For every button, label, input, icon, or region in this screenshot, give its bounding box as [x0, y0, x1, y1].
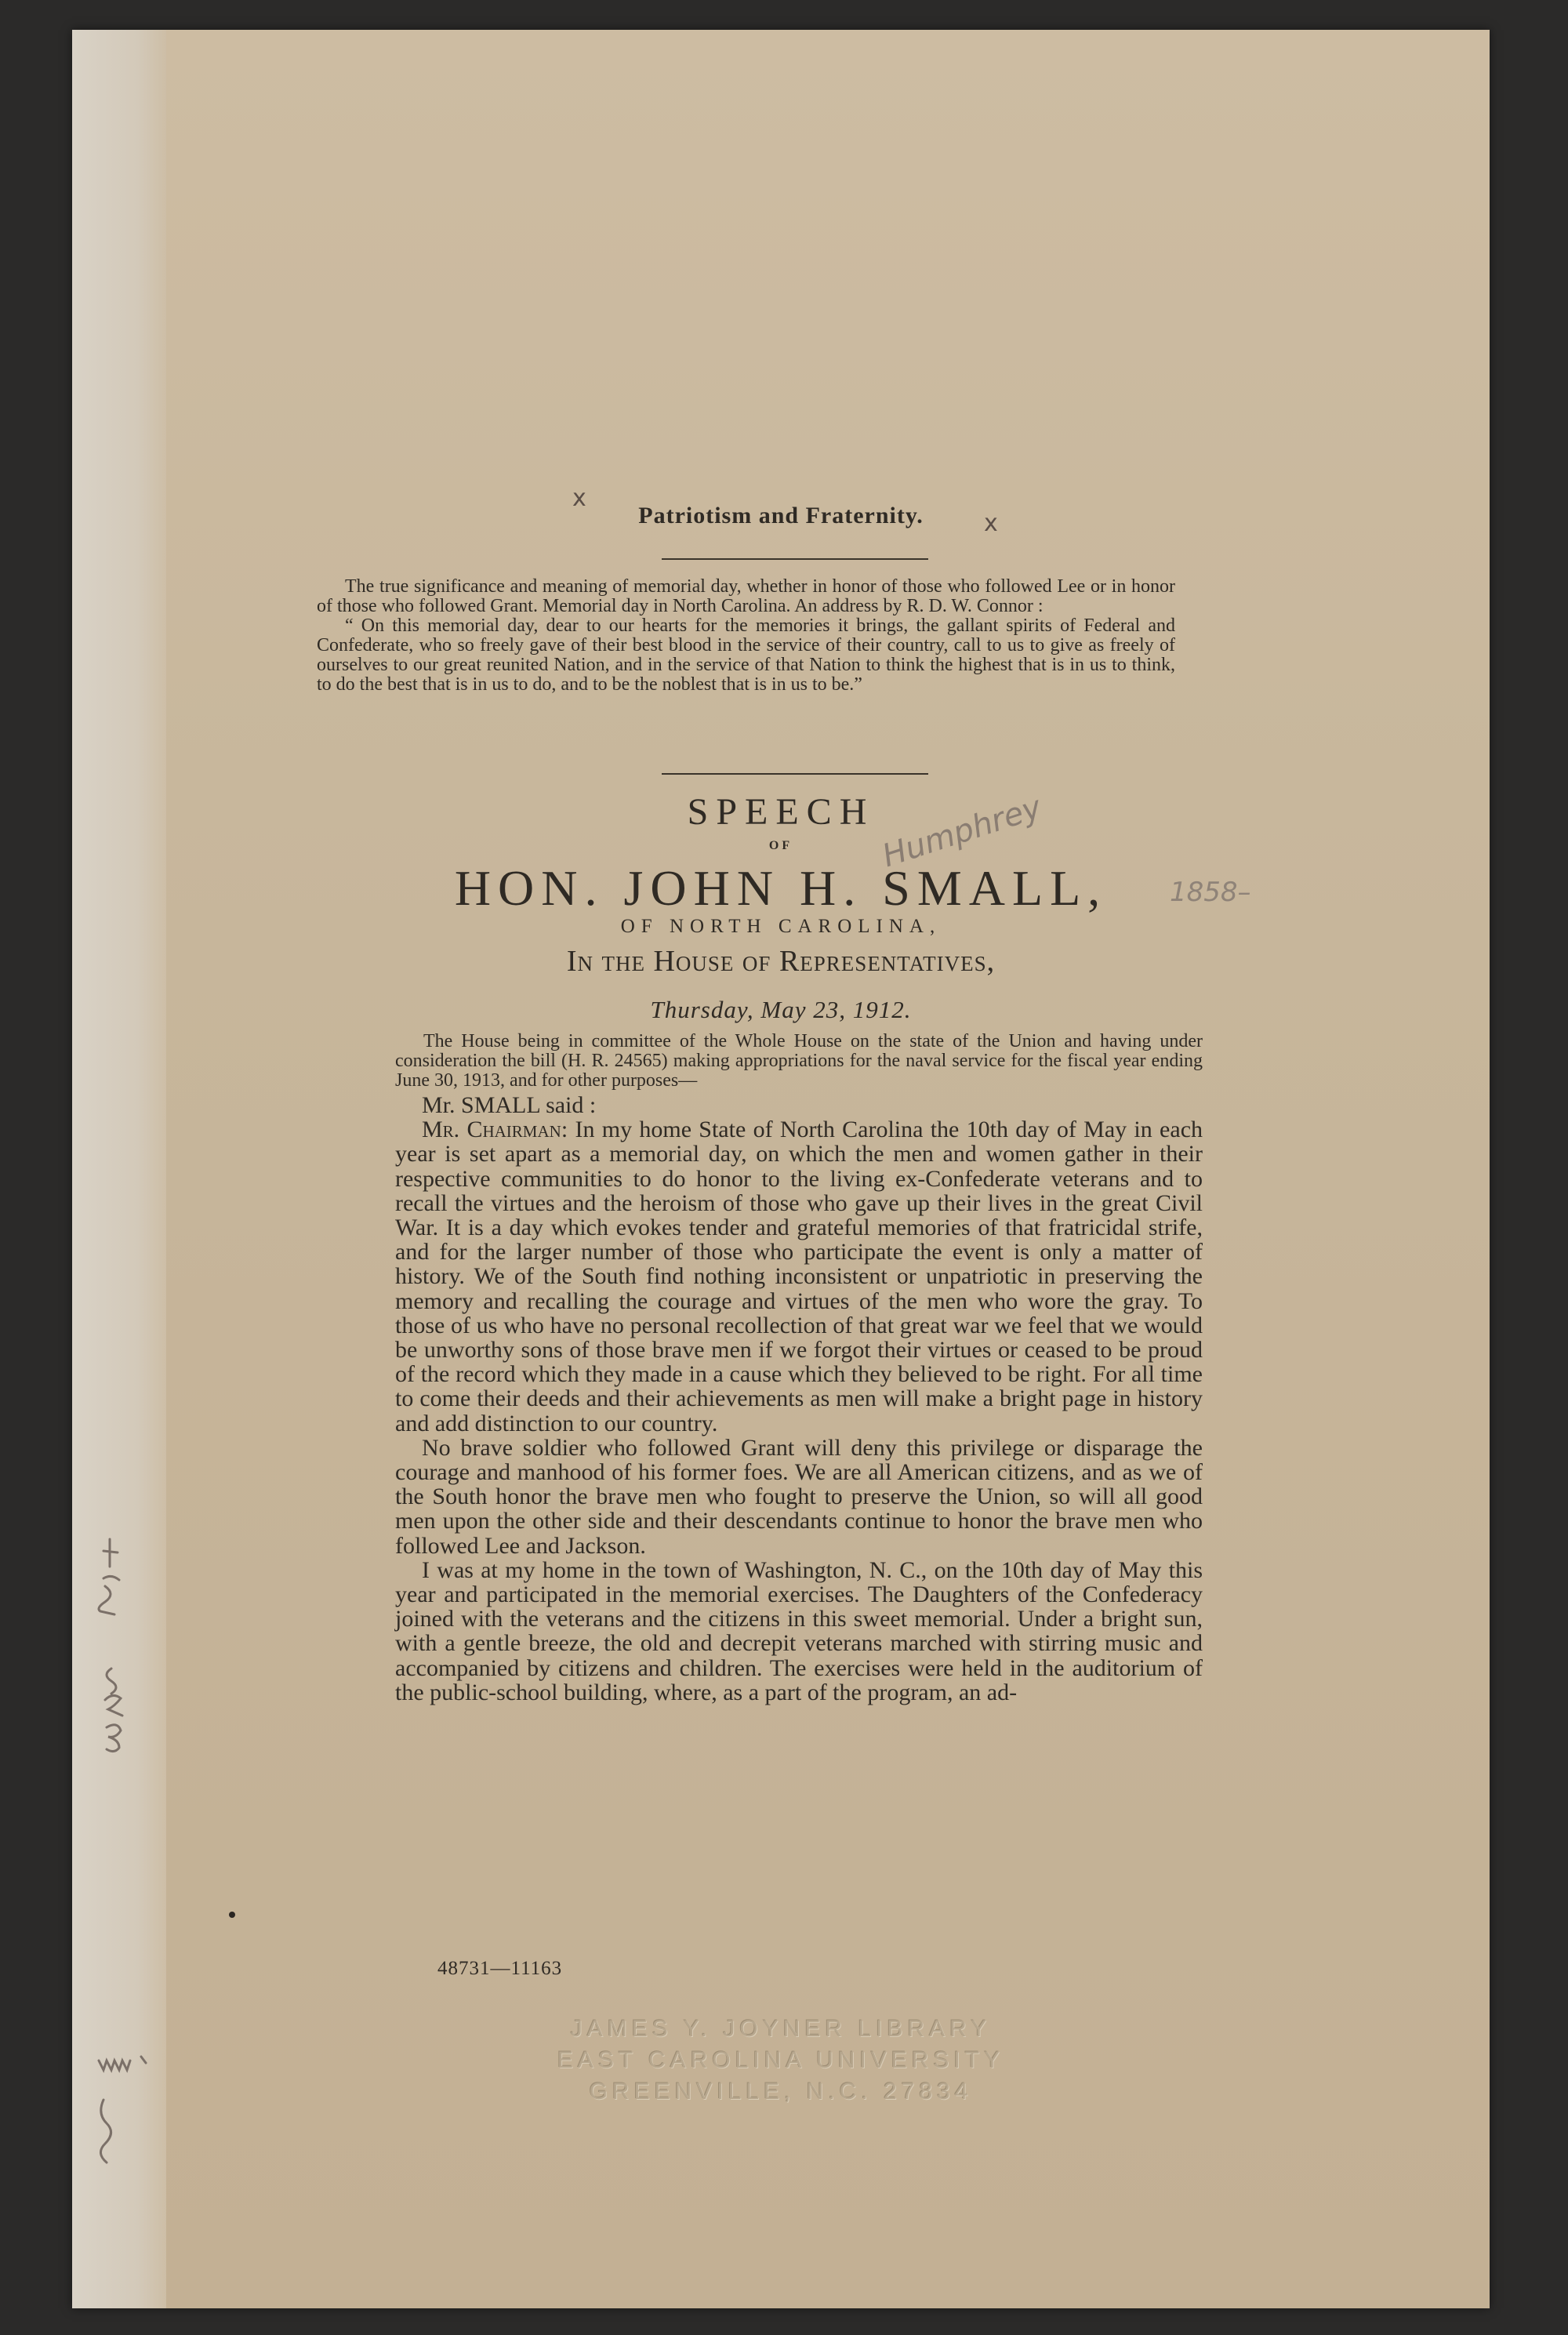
of-label: OF	[768, 839, 793, 852]
chairman-label: Mr. Chairman	[422, 1117, 561, 1143]
stamp-line-2: EAST CAROLINA UNIVERSITY	[557, 2047, 1005, 2073]
section-divider	[662, 773, 928, 775]
body-paragraph-2: No brave soldier who followed Grant will deny this privilege or disparage the courage and manhood of his former foes. We are all American citizens, and as we of the South honor the brave men who fought to preserve the Union, so will all good men upon the other side and their descendants continue to honor the brave men who followed Lee and Jackson.	[395, 1434, 1203, 1559]
context-paragraph: The House being in committee of the Whole House on the state of the Union and having under consideration the bill (H. R. 24565) making appropriations for the naval service for the fiscal year ending June 30, 1913, and for other purposes—	[395, 1031, 1203, 1091]
stamp-line-1: JAMES Y. JOYNER LIBRARY	[570, 2016, 992, 2042]
library-stamp	[72, 2014, 1490, 2108]
speech-date: Thursday, May 23, 1912.	[650, 996, 912, 1023]
article-title: Patriotism and Fraternity.	[638, 503, 924, 528]
speaker-intro: Mr. SMALL said :	[422, 1092, 597, 1118]
title-divider	[662, 558, 928, 560]
body-paragraph-1	[395, 1117, 1203, 1436]
handwritten-x-mark: x	[572, 485, 586, 512]
chamber-line: In the House of Representatives,	[566, 945, 996, 978]
abstract-quote: “ On this memorial day, dear to our hearts for the memories it brings, the gallant spirits of Federal and Confederate, who so freely gave of their best blood in the service of their country, call to us to give as freely of ourselves to our great reunited Nation, and in the service of that Nation to think the highest that is in us to think, to do the best that is in us to do, and to be the noblest that is in us to be.”	[317, 616, 1175, 695]
handwritten-name-annotation: Humphrey	[878, 789, 1046, 875]
document-page	[72, 30, 1490, 2308]
speaker-name: HON. JOHN H. SMALL,	[454, 860, 1108, 916]
abstract-paragraph: The true significance and meaning of memorial day, whether in honor of those who followed Lee or in honor of those who followed Grant. Memorial day in North Carolina. An address by R. D. W. Connor :	[317, 576, 1175, 616]
stamp-line-3: GREENVILLE, N.C. 27834	[589, 2079, 973, 2104]
speech-body	[395, 1093, 1203, 1705]
handwritten-year-annotation: 1858–	[1170, 877, 1251, 908]
speaker-state: OF NORTH CAROLINA,	[620, 916, 942, 937]
committee-context	[395, 1032, 1203, 1091]
page-content	[72, 30, 1490, 2308]
body-paragraph-1-text: : In my home State of North Carolina the 10th day of May in each year is set apart as a memorial day, on which the men and women gather in their respective communities to do honor to the living ex-Confederate veterans and to recall the virtues and the heroism of those who gave up their lives in the great Civil War. It is a day which evokes tender and grateful memories of that fratricidal strife, and for the larger number of those who participate the event is only a matter of history. We of the South find nothing inconsistent or unpatriotic in preserving the memory and recalling the courage and virtues of the men who wore the gray. To those of us who have no personal recollection of that great war we feel that we would be unworthy sons of those brave men if we forgot their virtues or ceased to be proud of the record which they made in a cause which they believed to be right. For all time to come their deeds and their achievements as men will make a bright page in history and add distinction to our country.	[395, 1117, 1203, 1436]
body-paragraph-3: I was at my home in the town of Washington, N. C., on the 10th day of May this year and participated in the memorial exercises. The Daughters of the Confederacy joined with the veterans and the citizens in this sweet memorial. Under a bright sun, with a gentle breeze, the old and decrepit veterans marched with stirring music and accompanied by citizens and children. The exercises were held in the auditorium of the public-school building, where, as a part of the program, an ad-	[395, 1556, 1203, 1705]
handwritten-x-mark: x	[984, 510, 998, 537]
abstract	[317, 577, 1175, 695]
speech-heading: SPEECH	[687, 791, 875, 833]
document-number: 48731—11163	[437, 1958, 563, 1979]
